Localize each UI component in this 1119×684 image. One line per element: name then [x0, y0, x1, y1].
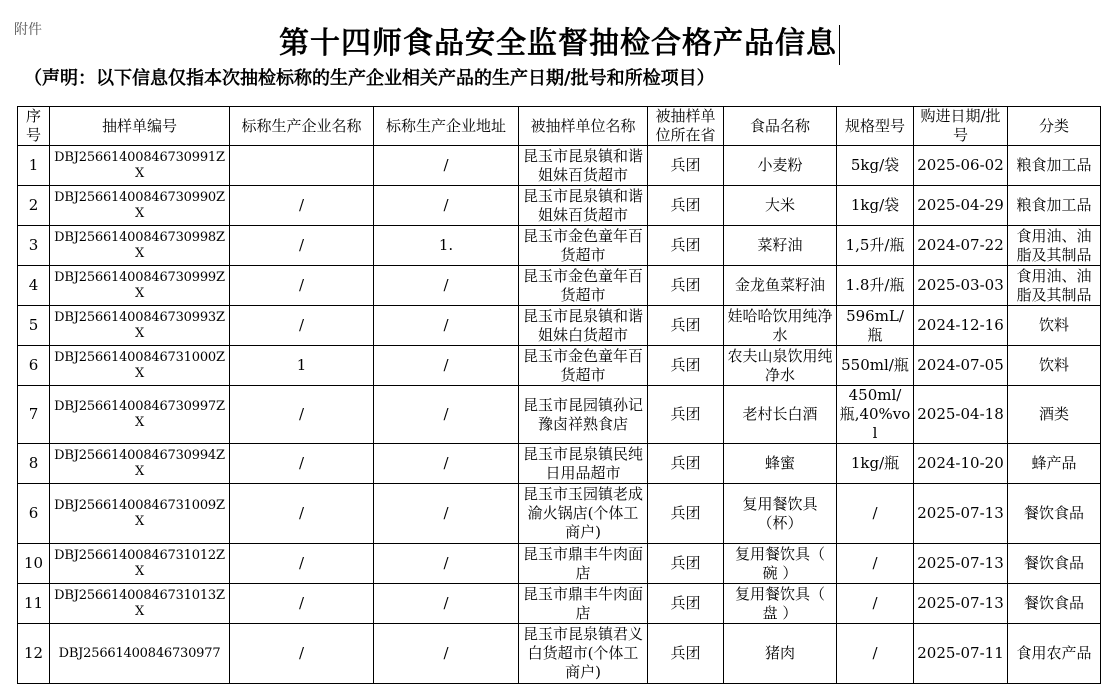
date-batch-cell: 2025-07-13 — [914, 584, 1008, 624]
sampled-unit-cell: 昆玉市昆泉镇民纯日用品超市 — [519, 444, 648, 484]
spec-cell: 1kg/袋 — [837, 186, 914, 226]
table-row — [18, 146, 1101, 186]
province-cell: 兵团 — [648, 306, 724, 346]
food-name-cell: 猪肉 — [724, 624, 837, 684]
manufacturer-address-cell: 1. — [374, 226, 519, 266]
title-text: 第十四师食品安全监督抽检合格产品信息 — [279, 26, 837, 61]
province-cell: 兵团 — [648, 186, 724, 226]
manufacturer-name-cell: 1 — [230, 346, 374, 386]
food-name-cell: 蜂蜜 — [724, 444, 837, 484]
sample-code-cell: DBJ25661400846730999ZX — [50, 266, 230, 306]
date-batch-cell: 2025-06-02 — [914, 146, 1008, 186]
spec-cell: 450ml/瓶,40%vol — [837, 386, 914, 444]
spec-cell: 5kg/袋 — [837, 146, 914, 186]
province-cell: 兵团 — [648, 146, 724, 186]
table-row — [18, 386, 1101, 444]
table-row — [18, 346, 1101, 386]
sample-code-cell: DBJ25661400846730990ZX — [50, 186, 230, 226]
manufacturer-address-cell: / — [374, 146, 519, 186]
table-row — [18, 266, 1101, 306]
manufacturer-name-cell: / — [230, 186, 374, 226]
seq-cell: 6 — [18, 346, 50, 386]
header-cell: 标称生产企业名称 — [230, 107, 374, 146]
sampled-unit-cell: 昆玉市昆泉镇和谐姐妹白货超市 — [519, 306, 648, 346]
province-cell: 兵团 — [648, 624, 724, 684]
spec-cell: / — [837, 544, 914, 584]
manufacturer-name-cell: / — [230, 386, 374, 444]
seq-cell: 4 — [18, 266, 50, 306]
category-cell: 餐饮食品 — [1008, 584, 1101, 624]
table-row — [18, 306, 1101, 346]
header-cell: 被抽样单位名称 — [519, 107, 648, 146]
table-header-row — [18, 107, 1101, 146]
province-cell: 兵团 — [648, 584, 724, 624]
manufacturer-address-cell: / — [374, 306, 519, 346]
table-row — [18, 444, 1101, 484]
manufacturer-address-cell: / — [374, 266, 519, 306]
table-row — [18, 484, 1101, 544]
header-cell: 抽样单编号 — [50, 107, 230, 146]
spec-cell: 1.8升/瓶 — [837, 266, 914, 306]
sample-code-cell: DBJ25661400846730998ZX — [50, 226, 230, 266]
page-title — [0, 24, 1119, 65]
date-batch-cell: 2025-07-13 — [914, 484, 1008, 544]
seq-cell: 7 — [18, 386, 50, 444]
manufacturer-name-cell: / — [230, 624, 374, 684]
table-row — [18, 544, 1101, 584]
sample-code-cell: DBJ25661400846731009ZX — [50, 484, 230, 544]
date-batch-cell: 2024-07-22 — [914, 226, 1008, 266]
header-cell: 购进日期/批号 — [914, 107, 1008, 146]
sample-code-cell: DBJ25661400846730994ZX — [50, 444, 230, 484]
province-cell: 兵团 — [648, 386, 724, 444]
food-name-cell: 娃哈哈饮用纯净水 — [724, 306, 837, 346]
category-cell: 食用油、油脂及其制品 — [1008, 226, 1101, 266]
sample-code-cell: DBJ25661400846731000ZX — [50, 346, 230, 386]
province-cell: 兵团 — [648, 444, 724, 484]
category-cell: 食用油、油脂及其制品 — [1008, 266, 1101, 306]
sample-code-cell: DBJ25661400846730993ZX — [50, 306, 230, 346]
sampled-unit-cell: 昆玉市鼎丰牛肉面店 — [519, 544, 648, 584]
seq-cell: 10 — [18, 544, 50, 584]
province-cell: 兵团 — [648, 484, 724, 544]
sample-code-cell: DBJ25661400846730977 — [50, 624, 230, 684]
province-cell: 兵团 — [648, 266, 724, 306]
product-table — [17, 106, 1101, 684]
date-batch-cell: 2024-10-20 — [914, 444, 1008, 484]
sampled-unit-cell: 昆玉市昆泉镇和谐姐妹百货超市 — [519, 146, 648, 186]
seq-cell: 6 — [18, 484, 50, 544]
sampled-unit-cell: 昆玉市金色童年百货超市 — [519, 266, 648, 306]
province-cell: 兵团 — [648, 544, 724, 584]
header-cell: 序号 — [18, 107, 50, 146]
sampled-unit-cell: 昆玉市昆泉镇和谐姐妹百货超市 — [519, 186, 648, 226]
category-cell: 餐饮食品 — [1008, 484, 1101, 544]
sampled-unit-cell: 昆玉市昆泉镇君义白货超市(个体工商户) — [519, 624, 648, 684]
spec-cell: / — [837, 484, 914, 544]
seq-cell: 1 — [18, 146, 50, 186]
spec-cell: / — [837, 584, 914, 624]
province-cell: 兵团 — [648, 226, 724, 266]
manufacturer-address-cell: / — [374, 346, 519, 386]
food-name-cell: 老村长白酒 — [724, 386, 837, 444]
food-name-cell: 金龙鱼菜籽油 — [724, 266, 837, 306]
manufacturer-address-cell: / — [374, 386, 519, 444]
category-cell: 粮食加工品 — [1008, 186, 1101, 226]
category-cell: 粮食加工品 — [1008, 146, 1101, 186]
header-cell: 标称生产企业地址 — [374, 107, 519, 146]
attachment-label: 附件 — [14, 22, 42, 38]
spec-cell: 550ml/瓶 — [837, 346, 914, 386]
table-row — [18, 624, 1101, 684]
seq-cell: 3 — [18, 226, 50, 266]
manufacturer-address-cell: / — [374, 484, 519, 544]
manufacturer-name-cell — [230, 146, 374, 186]
header-cell: 被抽样单位所在省 — [648, 107, 724, 146]
sampled-unit-cell: 昆玉市金色童年百货超市 — [519, 226, 648, 266]
manufacturer-name-cell: / — [230, 306, 374, 346]
sampled-unit-cell: 昆玉市玉园镇老成渝火锅店(个体工商户) — [519, 484, 648, 544]
category-cell: 饮料 — [1008, 306, 1101, 346]
seq-cell: 12 — [18, 624, 50, 684]
disclaimer-note: （声明：以下信息仅指本次抽检标称的生产企业相关产品的生产日期/批号和所检项目） — [24, 68, 715, 89]
food-name-cell: 复用餐饮具（杯） — [724, 484, 837, 544]
date-batch-cell: 2025-03-03 — [914, 266, 1008, 306]
manufacturer-address-cell: / — [374, 544, 519, 584]
table-row — [18, 584, 1101, 624]
seq-cell: 2 — [18, 186, 50, 226]
food-name-cell: 小麦粉 — [724, 146, 837, 186]
date-batch-cell: 2024-12-16 — [914, 306, 1008, 346]
header-cell: 规格型号 — [837, 107, 914, 146]
manufacturer-name-cell: / — [230, 484, 374, 544]
spec-cell: 1,5升/瓶 — [837, 226, 914, 266]
manufacturer-name-cell: / — [230, 584, 374, 624]
seq-cell: 8 — [18, 444, 50, 484]
manufacturer-address-cell: / — [374, 186, 519, 226]
manufacturer-address-cell: / — [374, 584, 519, 624]
category-cell: 酒类 — [1008, 386, 1101, 444]
category-cell: 蜂产品 — [1008, 444, 1101, 484]
manufacturer-name-cell: / — [230, 544, 374, 584]
header-cell: 食品名称 — [724, 107, 837, 146]
category-cell: 饮料 — [1008, 346, 1101, 386]
date-batch-cell: 2024-07-05 — [914, 346, 1008, 386]
date-batch-cell: 2025-07-13 — [914, 544, 1008, 584]
table-row — [18, 186, 1101, 226]
manufacturer-address-cell: / — [374, 444, 519, 484]
spec-cell: / — [837, 624, 914, 684]
seq-cell: 11 — [18, 584, 50, 624]
date-batch-cell: 2025-04-29 — [914, 186, 1008, 226]
manufacturer-name-cell: / — [230, 266, 374, 306]
sampled-unit-cell: 昆玉市金色童年百货超市 — [519, 346, 648, 386]
food-name-cell: 大米 — [724, 186, 837, 226]
table-row — [18, 226, 1101, 266]
sampled-unit-cell: 昆玉市昆园镇孙记豫卤祥熟食店 — [519, 386, 648, 444]
sample-code-cell: DBJ25661400846730997ZX — [50, 386, 230, 444]
spec-cell: 596mL/瓶 — [837, 306, 914, 346]
food-name-cell: 复用餐饮具（ 碗 ） — [724, 544, 837, 584]
category-cell: 餐饮食品 — [1008, 544, 1101, 584]
sample-code-cell: DBJ25661400846731013ZX — [50, 584, 230, 624]
seq-cell: 5 — [18, 306, 50, 346]
food-name-cell: 农夫山泉饮用纯净水 — [724, 346, 837, 386]
food-name-cell: 菜籽油 — [724, 226, 837, 266]
spec-cell: 1kg/瓶 — [837, 444, 914, 484]
sample-code-cell: DBJ25661400846731012ZX — [50, 544, 230, 584]
date-batch-cell: 2025-07-11 — [914, 624, 1008, 684]
header-cell: 分类 — [1008, 107, 1101, 146]
text-cursor — [839, 25, 840, 65]
manufacturer-address-cell: / — [374, 624, 519, 684]
food-name-cell: 复用餐饮具（ 盘 ） — [724, 584, 837, 624]
sampled-unit-cell: 昆玉市鼎丰牛肉面店 — [519, 584, 648, 624]
province-cell: 兵团 — [648, 346, 724, 386]
manufacturer-name-cell: / — [230, 226, 374, 266]
date-batch-cell: 2025-04-18 — [914, 386, 1008, 444]
category-cell: 食用农产品 — [1008, 624, 1101, 684]
manufacturer-name-cell: / — [230, 444, 374, 484]
sample-code-cell: DBJ25661400846730991ZX — [50, 146, 230, 186]
